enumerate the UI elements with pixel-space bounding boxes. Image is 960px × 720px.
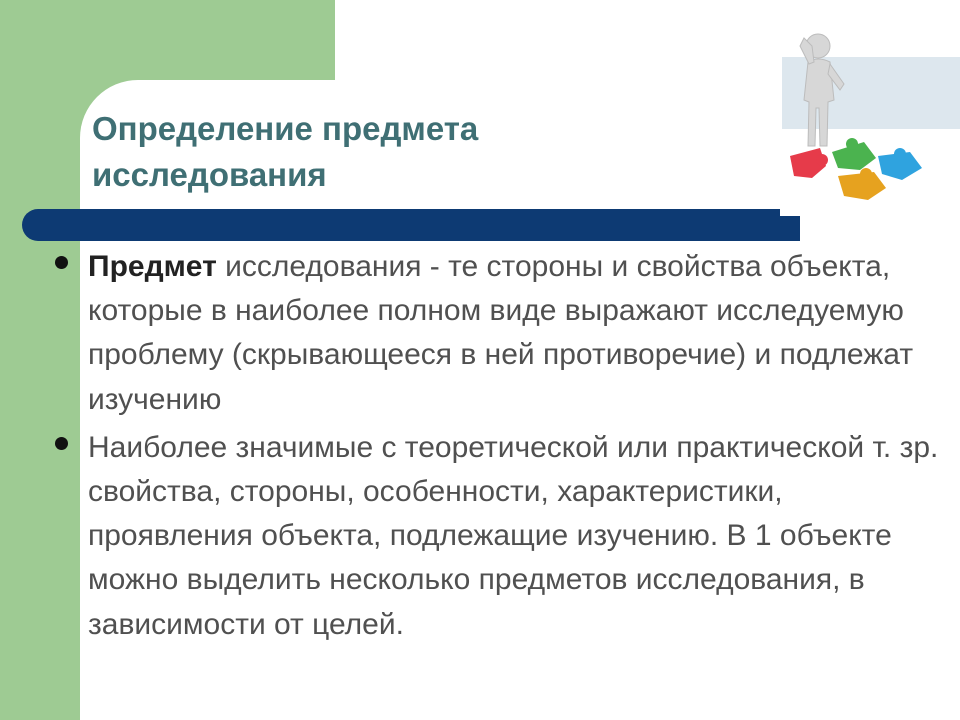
bullet-item-2 (50, 426, 940, 647)
bullet-item-1 (50, 245, 940, 422)
bullet-dot (55, 256, 68, 269)
title-divider-bar-end (778, 216, 800, 241)
thinking-man-puzzle-icon (782, 28, 952, 208)
bullet-lead-term: Предмет (88, 250, 217, 283)
bullet-text: Наиболее значимые с теоретической или практической т. зр. свойства, стороны, особенности, характеристики, проявления объекта, подлежащие изучению. В 1 объекте можно выделить несколько предметов исследования, в зависимости от целей. (88, 430, 939, 641)
thinking-man-icon (800, 34, 844, 146)
bullet-dot (55, 437, 68, 450)
bullet-list (50, 245, 940, 647)
puzzle-pieces-icon (790, 138, 922, 200)
slide-title: Определение предмета исследования (92, 110, 479, 193)
bullet-text: исследования - те стороны и свойства объекта, которые в наиболее полном виде выражают исследуемую проблему (скрывающееся в ней противоречие) и подлежат изучению (88, 250, 914, 416)
title-divider-bar (22, 209, 780, 241)
